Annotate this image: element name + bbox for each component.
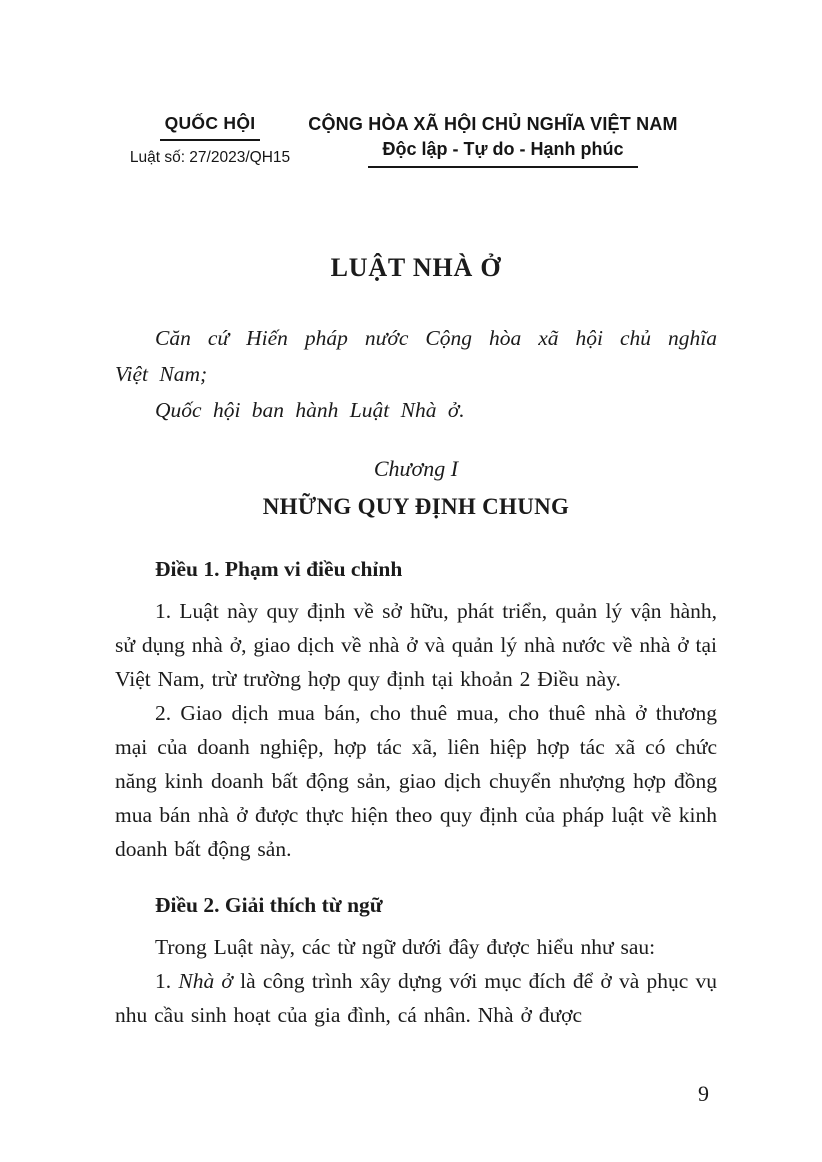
chapter-title: NHỮNG QUY ĐỊNH CHUNG [262, 494, 570, 519]
article-2-definition-1 [115, 964, 717, 1032]
article-2-intro: Trong Luật này, các từ ngữ dưới đây được hiểu như sau: [155, 935, 656, 959]
document-header [115, 113, 717, 168]
issuing-authority-block [115, 113, 305, 168]
article-1-heading: Điều 1. Phạm vi điều chỉnh [155, 557, 403, 581]
defined-term: Nhà ở [178, 969, 233, 993]
preamble-line-2: Quốc hội ban hành Luật Nhà ở. [155, 398, 465, 422]
law-number: Luật số: 27/2023/QH15 [129, 149, 291, 166]
chapter-number: Chương I [373, 456, 459, 481]
preamble-line-1: Căn cứ Hiến pháp nước Cộng hòa xã hội chủ nghĩa Việt Nam; [115, 326, 717, 386]
national-motto: Độc lập - Tự do - Hạnh phúc [368, 138, 637, 168]
issuing-authority: QUỐC HỘI [160, 113, 261, 141]
page-number: 9 [698, 1081, 709, 1106]
article-1-clause-2: 2. Giao dịch mua bán, cho thuê mua, cho thuê nhà ở thương mại của doanh nghiệp, hợp tác xã, liên hiệp hợp tác xã có chức năng kinh doanh bất động sản, giao dịch chuyển nhượng hợp đồng mua bán nhà ở được thực hiện theo quy định của pháp luật về kinh doanh bất động sản. [115, 701, 717, 861]
national-header-block [305, 113, 717, 168]
country-name: CỘNG HÒA XÃ HỘI CHỦ NGHĨA VIỆT NAM [308, 114, 678, 134]
article-1-clause-1: 1. Luật này quy định về sở hữu, phát triển, quản lý vận hành, sử dụng nhà ở, giao dịch về nhà ở và quản lý nhà nước về nhà ở tại Việt Nam, trừ trường hợp quy định tại khoản 2 Điều này. [115, 599, 717, 691]
article-2-heading: Điều 2. Giải thích từ ngữ [155, 893, 383, 917]
page-content [0, 113, 822, 1032]
document-title: LUẬT NHÀ Ở [330, 253, 502, 282]
definition-number: 1. [155, 969, 172, 993]
definition-text: là công trình xây dựng với mục đích để ở và phục vụ nhu cầu sinh hoạt của gia đình, cá nhân. Nhà ở được [115, 969, 718, 1027]
